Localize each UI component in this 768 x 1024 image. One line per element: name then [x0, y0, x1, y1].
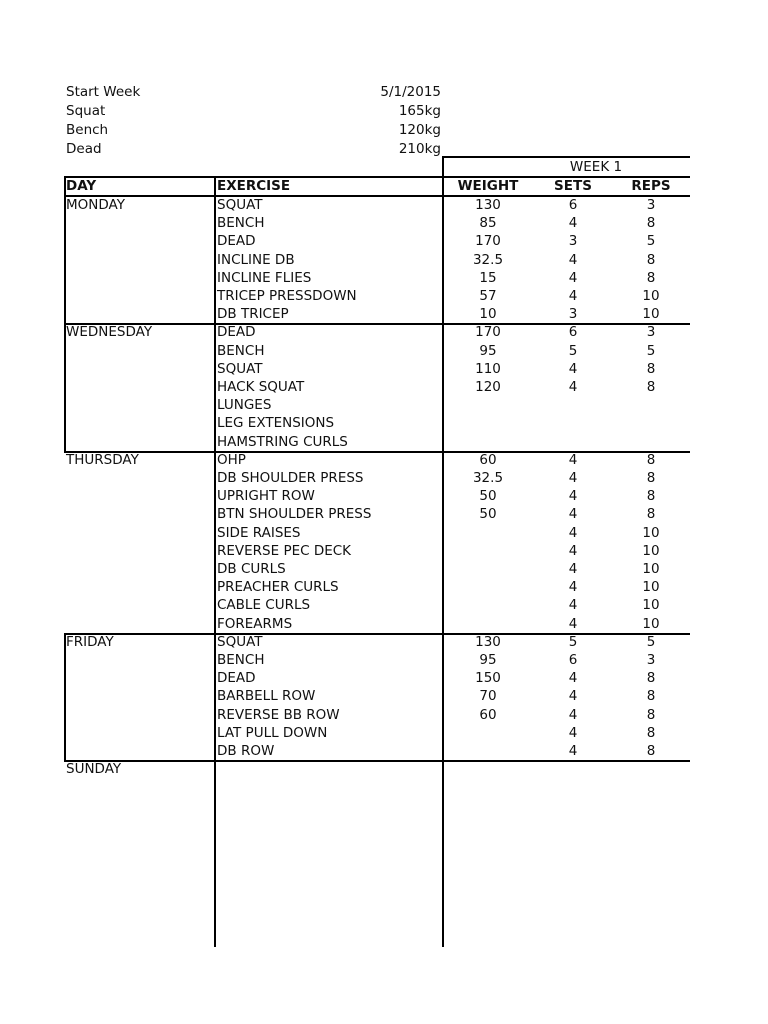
exercise-sets: 4 — [568, 451, 578, 468]
col-header-sets: SETS — [554, 178, 592, 194]
exercise-reps: 10 — [642, 306, 660, 323]
week-top-border — [442, 156, 690, 158]
exercise-name: BTN SHOULDER PRESS — [217, 506, 372, 523]
col-header-weight: WEIGHT — [457, 178, 519, 194]
day-separator — [64, 760, 690, 762]
exercise-name: DB TRICEP — [217, 306, 289, 323]
exercise-weight: 60 — [479, 706, 497, 723]
exercise-name: BENCH — [217, 652, 265, 668]
exercise-name: DB ROW — [217, 743, 275, 759]
exercise-weight: 70 — [479, 688, 497, 705]
exercise-weight: 85 — [479, 215, 497, 232]
exercise-weight: 10 — [479, 306, 497, 323]
exercise-reps: 8 — [646, 743, 656, 759]
exercise-sets: 4 — [568, 615, 578, 632]
exercise-reps: 8 — [646, 379, 656, 395]
exercise-sets: 4 — [568, 579, 578, 596]
exercise-name: BARBELL ROW — [217, 688, 316, 705]
exercise-name: SQUAT — [217, 360, 263, 377]
day-box-left-border — [64, 323, 66, 452]
exercise-sets: 4 — [568, 506, 578, 523]
day-label: THURSDAY — [66, 451, 139, 468]
exercise-reps: 8 — [646, 215, 656, 232]
exercise-weight: 170 — [475, 233, 501, 250]
exercise-sets: 4 — [568, 743, 578, 759]
exercise-reps: 5 — [646, 342, 656, 359]
exercise-sets: 4 — [568, 288, 578, 304]
exercise-sets: 4 — [568, 379, 578, 395]
day-label: WEDNESDAY — [66, 324, 153, 341]
left-border-header — [64, 176, 66, 197]
exercise-name: BENCH — [217, 342, 265, 359]
exercise-sets: 4 — [568, 251, 578, 268]
exercise-reps: 10 — [642, 579, 660, 596]
exercise-sets: 4 — [568, 470, 578, 486]
exercise-sets: 6 — [568, 652, 578, 668]
exercise-name: REVERSE BB ROW — [217, 706, 340, 723]
exercise-reps: 10 — [642, 597, 660, 614]
day-label: SUNDAY — [66, 761, 122, 778]
exercise-reps: 10 — [642, 615, 660, 632]
exercise-name: INCLINE DB — [217, 251, 295, 268]
exercise-reps: 8 — [646, 688, 656, 705]
exercise-name: DEAD — [217, 670, 256, 687]
exercise-name: SIDE RAISES — [217, 524, 301, 541]
exercise-sets: 4 — [568, 360, 578, 377]
exercise-name: DEAD — [217, 324, 256, 341]
exercise-name: LEG EXTENSIONS — [217, 415, 335, 432]
exercise-sets: 5 — [568, 633, 578, 650]
exercise-column-border — [214, 176, 216, 947]
exercise-reps: 8 — [646, 670, 656, 687]
exercise-reps: 3 — [646, 197, 656, 213]
exercise-name: OHP — [217, 451, 246, 468]
exercise-sets: 4 — [568, 561, 578, 577]
col-header-exercise: EXERCISE — [217, 178, 291, 194]
exercise-name: LUNGES — [217, 397, 272, 414]
week-label: WEEK 1 — [569, 159, 623, 175]
exercise-sets: 4 — [568, 688, 578, 705]
day-box-left-border — [64, 633, 66, 762]
exercise-name: SQUAT — [217, 633, 263, 650]
info-label: Start Week — [66, 84, 141, 100]
exercise-sets: 4 — [568, 542, 578, 559]
exercise-sets: 4 — [568, 670, 578, 687]
exercise-reps: 5 — [646, 633, 656, 650]
exercise-reps: 10 — [642, 288, 660, 304]
exercise-reps: 8 — [646, 706, 656, 723]
info-value: 210kg — [398, 141, 441, 157]
exercise-reps: 8 — [646, 488, 656, 505]
exercise-name: FOREARMS — [217, 615, 293, 632]
exercise-sets: 6 — [568, 197, 578, 213]
exercise-sets: 4 — [568, 488, 578, 505]
exercise-sets: 4 — [568, 724, 578, 741]
exercise-weight: 110 — [475, 360, 501, 377]
exercise-weight: 60 — [479, 451, 497, 468]
exercise-name: REVERSE PEC DECK — [217, 542, 352, 559]
exercise-name: BENCH — [217, 215, 265, 232]
exercise-reps: 10 — [642, 561, 660, 577]
exercise-weight: 32.5 — [472, 470, 504, 486]
exercise-reps: 10 — [642, 542, 660, 559]
info-label: Squat — [66, 103, 106, 119]
day-box-left-border — [64, 196, 66, 325]
exercise-sets: 6 — [568, 324, 578, 341]
exercise-sets: 3 — [568, 306, 578, 323]
exercise-weight: 130 — [475, 633, 501, 650]
exercise-sets: 4 — [568, 524, 578, 541]
exercise-reps: 5 — [646, 233, 656, 250]
exercise-name: SQUAT — [217, 197, 263, 213]
exercise-reps: 10 — [642, 524, 660, 541]
exercise-reps: 8 — [646, 470, 656, 486]
exercise-name: INCLINE FLIES — [217, 269, 312, 286]
exercise-reps: 8 — [646, 451, 656, 468]
exercise-name: HAMSTRING CURLS — [217, 433, 348, 450]
exercise-weight: 32.5 — [472, 251, 504, 268]
info-value: 5/1/2015 — [380, 84, 441, 100]
exercise-name: UPRIGHT ROW — [217, 488, 315, 505]
exercise-weight: 15 — [479, 269, 497, 286]
exercise-weight: 130 — [475, 197, 501, 213]
exercise-reps: 8 — [646, 724, 656, 741]
exercise-sets: 4 — [568, 269, 578, 286]
info-label: Bench — [66, 122, 109, 138]
exercise-sets: 4 — [568, 597, 578, 614]
exercise-sets: 4 — [568, 706, 578, 723]
exercise-weight: 170 — [475, 324, 501, 341]
exercise-weight: 57 — [479, 288, 497, 304]
exercise-weight: 50 — [479, 488, 497, 505]
exercise-name: CABLE CURLS — [217, 597, 311, 614]
col-header-day: DAY — [66, 178, 97, 194]
exercise-weight: 50 — [479, 506, 497, 523]
exercise-reps: 8 — [646, 506, 656, 523]
exercise-sets: 3 — [568, 233, 578, 250]
exercise-weight: 95 — [479, 342, 497, 359]
info-value: 120kg — [398, 122, 441, 138]
exercise-name: LAT PULL DOWN — [217, 724, 328, 741]
exercise-name: DB CURLS — [217, 561, 286, 577]
exercise-reps: 8 — [646, 360, 656, 377]
exercise-sets: 4 — [568, 215, 578, 232]
col-header-reps: REPS — [631, 178, 671, 194]
exercise-reps: 8 — [646, 269, 656, 286]
exercise-name: DEAD — [217, 233, 256, 250]
exercise-name: PREACHER CURLS — [217, 579, 339, 596]
exercise-name: TRICEP PRESSDOWN — [217, 288, 357, 304]
exercise-name: HACK SQUAT — [217, 379, 305, 395]
info-value: 165kg — [398, 103, 441, 119]
day-label: MONDAY — [66, 197, 125, 213]
exercise-reps: 3 — [646, 652, 656, 668]
exercise-sets: 5 — [568, 342, 578, 359]
info-label: Dead — [66, 141, 102, 157]
exercise-reps: 3 — [646, 324, 656, 341]
exercise-name: DB SHOULDER PRESS — [217, 470, 364, 486]
exercise-reps: 8 — [646, 251, 656, 268]
day-label: FRIDAY — [66, 633, 114, 650]
exercise-weight: 150 — [475, 670, 501, 687]
exercise-weight: 120 — [475, 379, 501, 395]
exercise-weight: 95 — [479, 652, 497, 668]
